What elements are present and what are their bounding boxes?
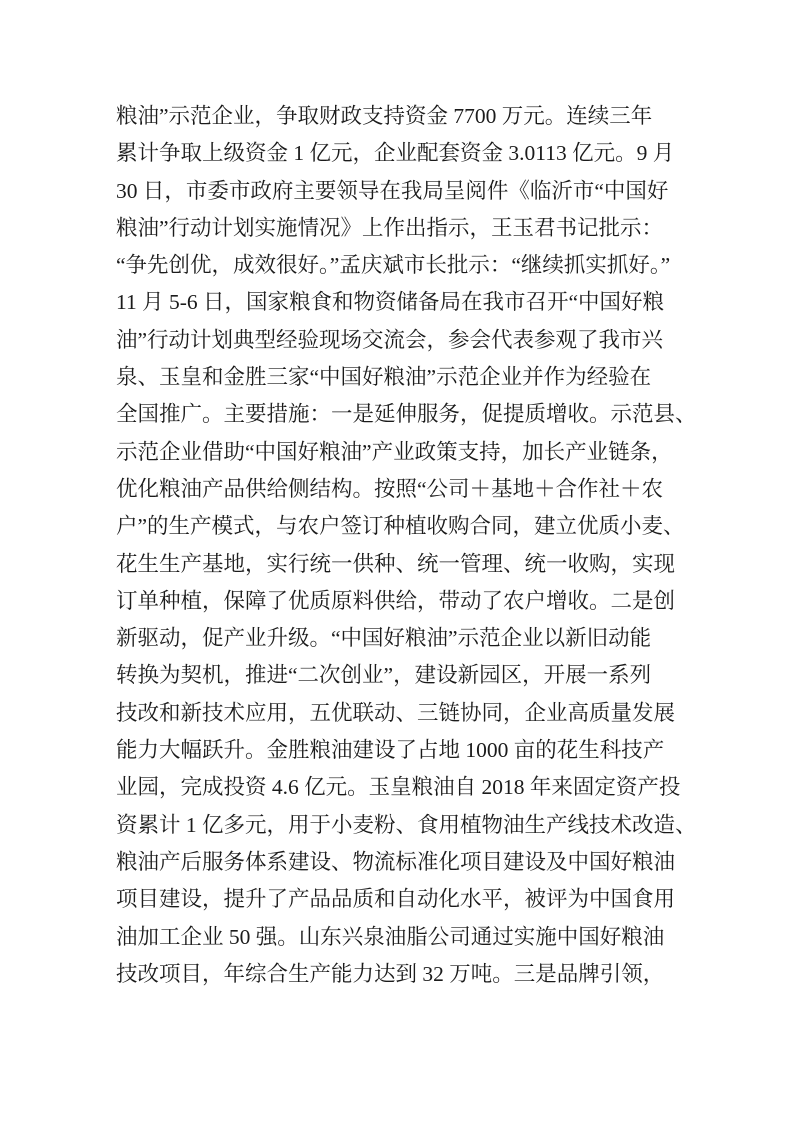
- text-line: 新驱动，促产业升级。“中国好粮油”示范企业以新旧动能: [116, 626, 652, 651]
- text-line: 技改项目，年综合生产能力达到 32 万吨。三是品牌引领，: [116, 961, 665, 986]
- text-line: 业园，完成投资 4.6 亿元。玉皇粮油自 2018 年来固定资产投: [116, 775, 681, 800]
- text-line: 全国推广。主要措施：一是延伸服务，促提质增收。示范县、: [116, 402, 697, 427]
- text-line: 粮油产后服务体系建设、物流标准化项目建设及中国好粮油: [116, 849, 676, 874]
- text-line: 优化粮油产品供给侧结构。按照“公司＋基地＋合作社＋农: [116, 476, 664, 501]
- text-line: 资累计 1 亿多元，用于小麦粉、食用植物油生产线技术改造、: [116, 812, 697, 837]
- text-line: 粮油”示范企业，争取财政支持资金 7700 万元。连续三年: [116, 104, 653, 128]
- document-body-text: [116, 98, 697, 993]
- text-line: 累计争取上级资金 1 亿元，企业配套资金 3.0113 亿元。9 月: [116, 141, 675, 166]
- text-line: 能力大幅跃升。金胜粮油建设了占地 1000 亩的花生科技产: [116, 738, 665, 763]
- text-line: 订单种植，保障了优质原料供给，带动了农户增收。二是创: [116, 588, 676, 613]
- text-line: 转换为契机，推进“二次创业”，建设新园区，开展一系列: [116, 663, 652, 688]
- text-line: 技改和新技术应用，五优联动、三链协同，企业高质量发展: [116, 700, 676, 725]
- text-line: 30 日，市委市政府主要领导在我局呈阅件《临沂市“中国好: [116, 178, 669, 203]
- text-line: 户”的生产模式，与农户签订种植收购合同，建立优质小麦、: [116, 514, 685, 539]
- text-line: “争先创优，成效很好。”孟庆斌市长批示：“继续抓实抓好。”: [116, 253, 671, 278]
- text-line: 花生生产基地，实行统一供种、统一管理、统一收购，实现: [116, 551, 676, 576]
- text-line: 示范企业借助“中国好粮油”产业政策支持，加长产业链条，: [116, 439, 673, 464]
- text-line: 项目建设，提升了产品品质和自动化水平，被评为中国食用: [116, 887, 676, 912]
- text-line: 油”行动计划典型经验现场交流会，参会代表参观了我市兴: [116, 327, 664, 352]
- text-line: 油加工企业 50 强。山东兴泉油脂公司通过实施中国好粮油: [116, 924, 665, 949]
- text-line: 11 月 5-6 日，国家粮食和物资储备局在我市召开“中国好粮: [116, 290, 665, 315]
- text-line: 泉、玉皇和金胜三家“中国好粮油”示范企业并作为经验在: [116, 365, 652, 390]
- text-line: 粮油”行动计划实施情况》上作出指示，王玉君书记批示：: [116, 215, 664, 240]
